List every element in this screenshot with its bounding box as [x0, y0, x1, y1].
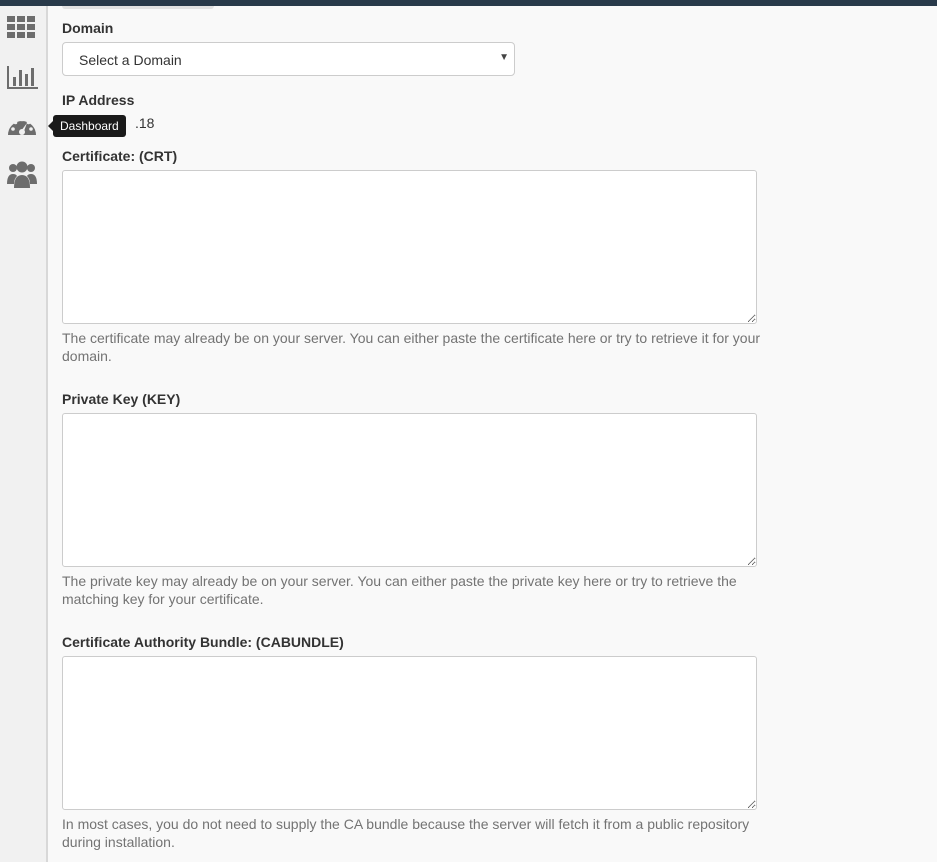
- grid-icon: [6, 14, 36, 40]
- ip-address-value: .18: [135, 115, 155, 131]
- top-tab-remnant: [62, 6, 214, 9]
- domain-label: Domain: [62, 20, 114, 36]
- certificate-textarea[interactable]: [62, 170, 757, 324]
- chevron-down-icon: ▼: [499, 52, 509, 63]
- sidebar-item-users[interactable]: [6, 160, 38, 190]
- ip-address-label: IP Address: [62, 92, 135, 108]
- sidebar: [0, 6, 48, 862]
- sidebar-item-statistics[interactable]: [6, 64, 38, 94]
- sidebar-item-dashboard[interactable]: [6, 113, 38, 143]
- private-key-label: Private Key (KEY): [62, 391, 181, 407]
- private-key-help-text: The private key may already be on your server. You can either paste the private key here or try to retrieve the matching key for your certificate.: [62, 573, 737, 607]
- certificate-help-text: The certificate may already be on your server. You can either paste the certificate here or try to retrieve it for your domain.: [62, 330, 761, 364]
- dashboard-gauge-icon: [6, 113, 38, 139]
- private-key-textarea[interactable]: [62, 413, 757, 567]
- domain-select-value: Select a Domain: [79, 52, 182, 68]
- sidebar-item-home[interactable]: [6, 14, 38, 44]
- bar-chart-icon: [6, 64, 38, 92]
- certificate-label: Certificate: (CRT): [62, 148, 178, 164]
- dashboard-tooltip: Dashboard: [53, 115, 126, 137]
- cabundle-textarea[interactable]: [62, 656, 757, 810]
- cabundle-help-text: In most cases, you do not need to supply the CA bundle because the server will fetch it from a public repository during installation.: [62, 816, 750, 850]
- domain-select[interactable]: [62, 42, 515, 76]
- cabundle-label: Certificate Authority Bundle: (CABUNDLE): [62, 634, 344, 650]
- users-icon: [6, 160, 38, 190]
